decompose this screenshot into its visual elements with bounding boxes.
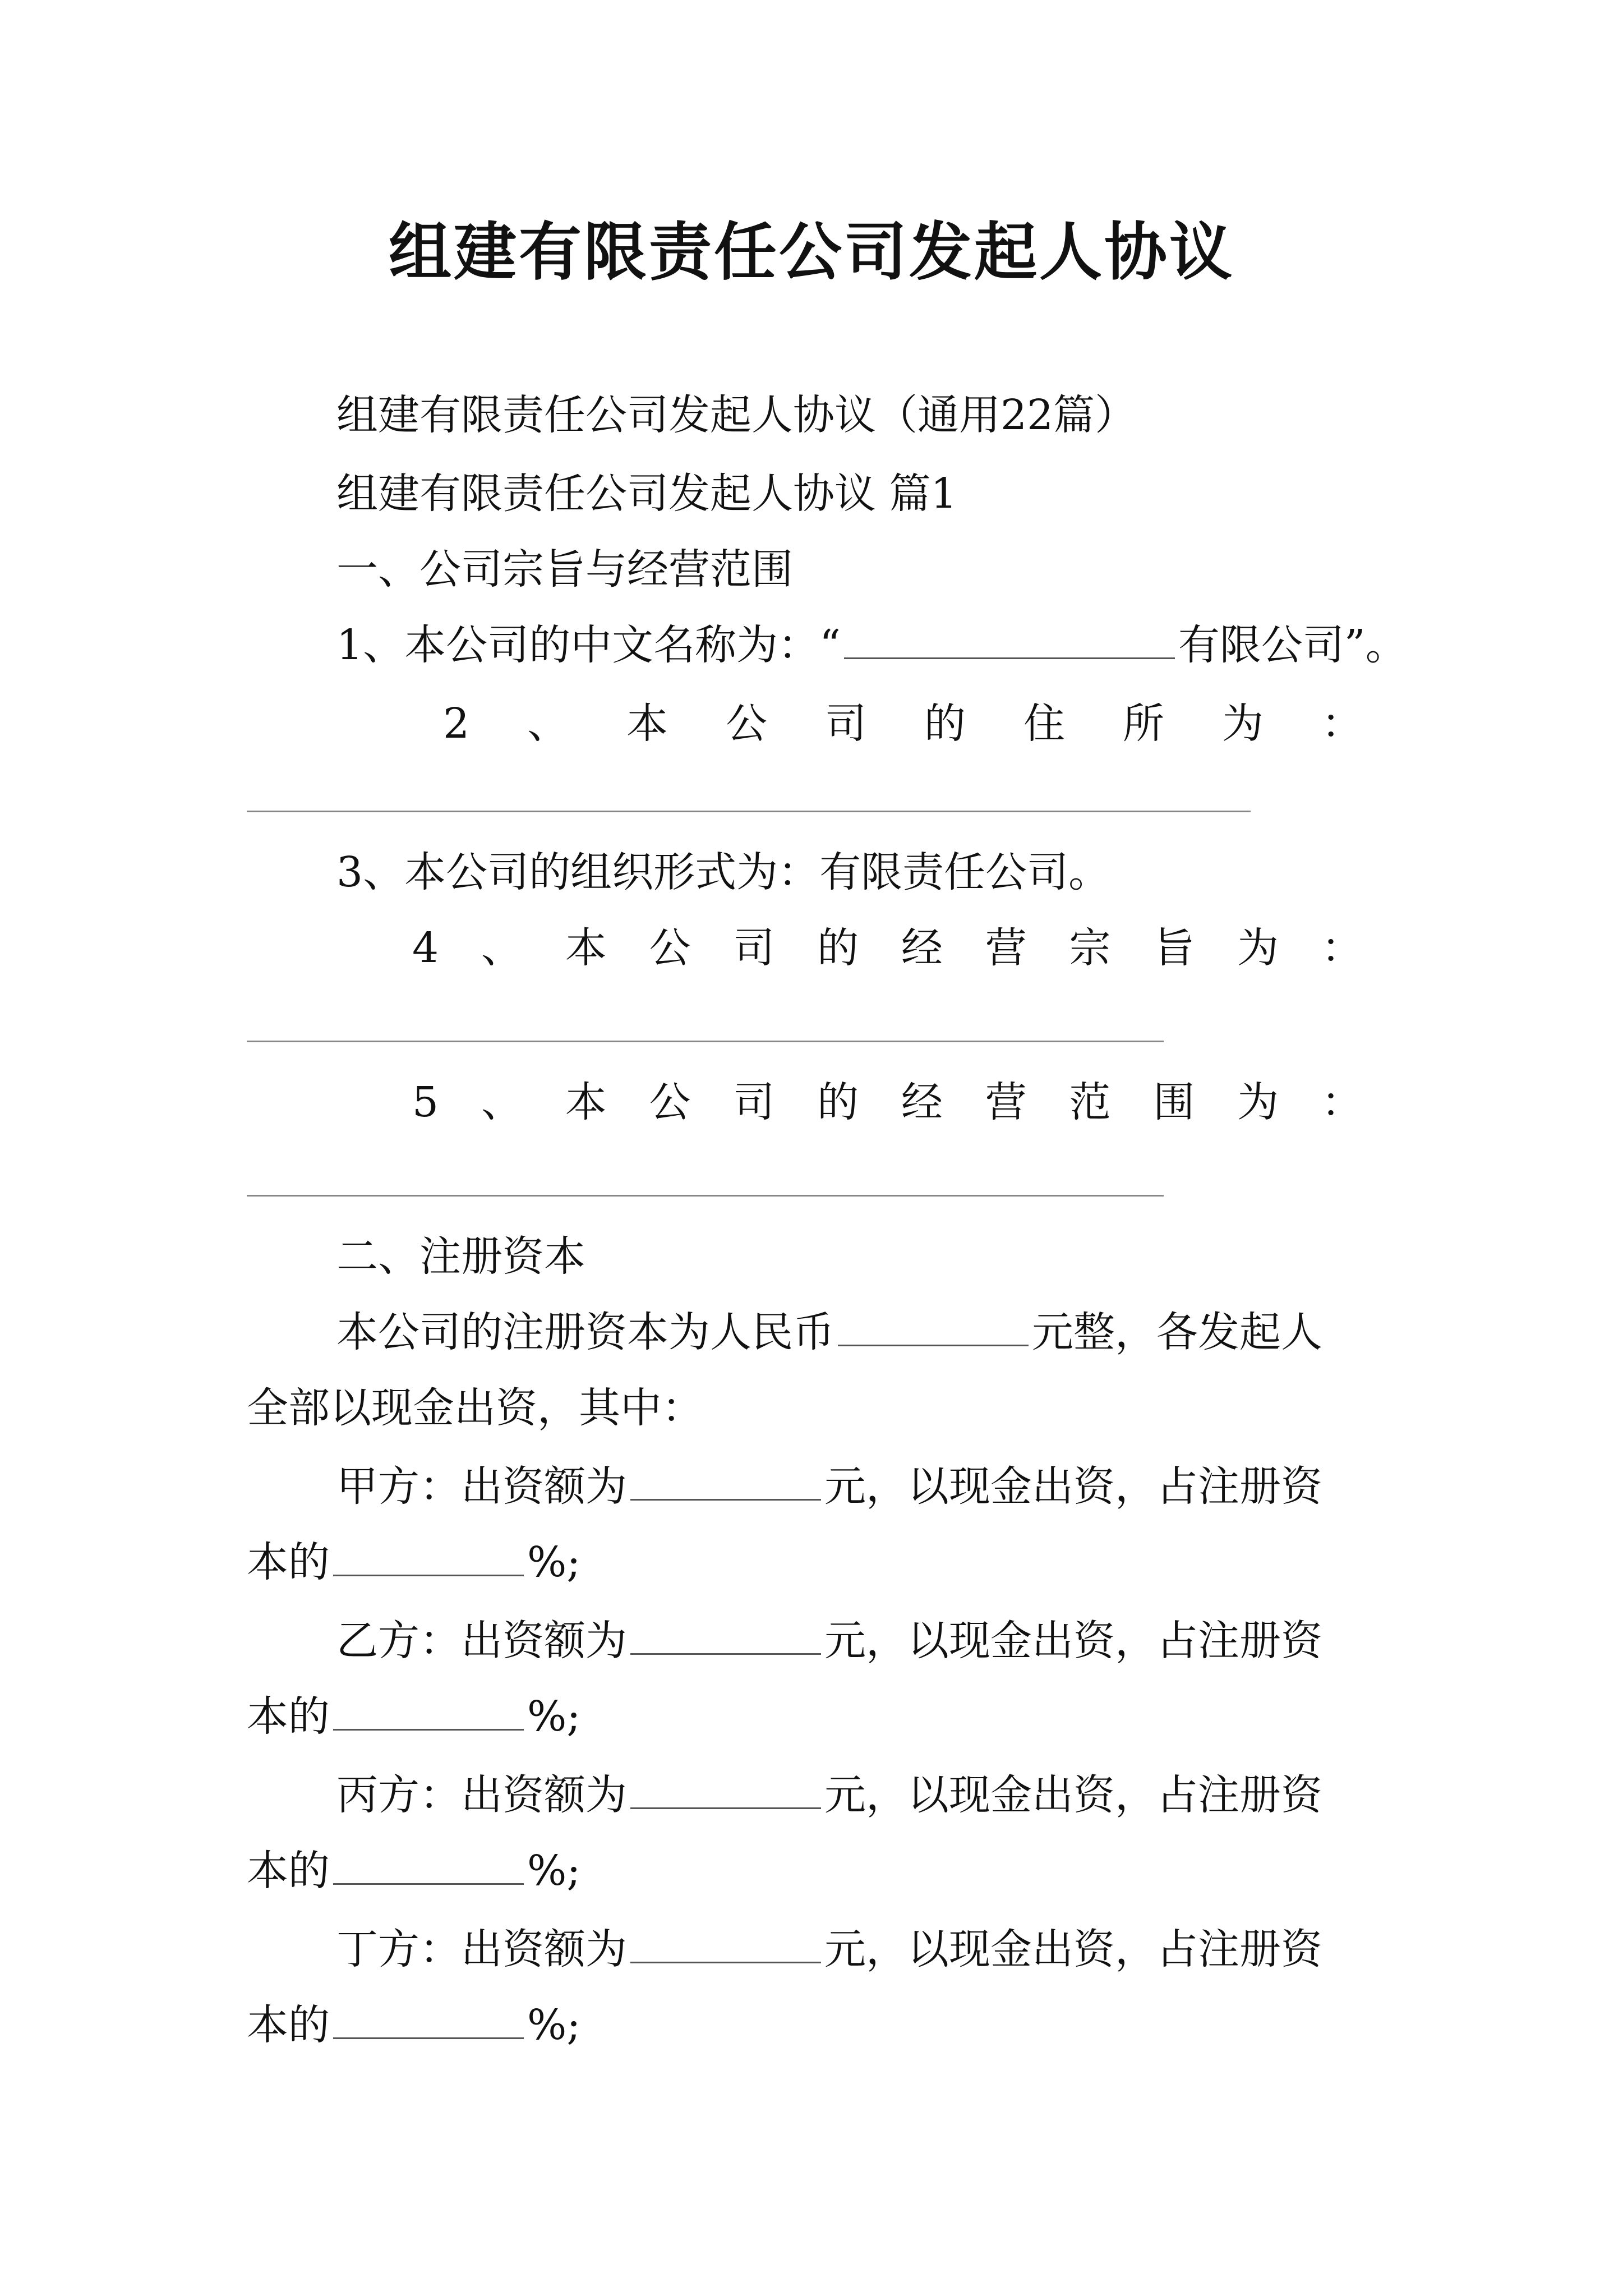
share-prefix: 本的 xyxy=(247,2001,330,2049)
share-percent-blank xyxy=(333,1535,524,1576)
company-name-blank xyxy=(844,618,1175,659)
item2-char: ： xyxy=(1321,700,1363,748)
item4-char: 司 xyxy=(733,924,775,972)
capital-continuation: 全部以现金出资，其中： xyxy=(247,1384,703,1432)
party-share xyxy=(247,1843,1424,1899)
item2-char: 本 xyxy=(626,700,668,748)
capital-statement xyxy=(336,1304,1514,1360)
item4-char: 旨 xyxy=(1153,924,1195,972)
capital-prefix: 本公司的注册资本为人民币 xyxy=(336,1308,834,1356)
item4-purpose xyxy=(412,920,1363,976)
item4-char: 为 xyxy=(1237,924,1279,972)
item5-char: 围 xyxy=(1153,1078,1195,1126)
party-amount-blank xyxy=(630,1614,821,1655)
party-suffix: 元，以现金出资，占注册资 xyxy=(824,1771,1322,1819)
item5-char: 的 xyxy=(817,1078,859,1126)
item4-char: ： xyxy=(1321,924,1363,972)
party-prefix: 丁方：出资额为 xyxy=(336,1925,627,1973)
share-suffix: %; xyxy=(527,1847,581,1895)
capital-suffix: 元整，各发起人 xyxy=(1032,1308,1322,1356)
item4-char: 4 xyxy=(412,924,439,972)
item4-char: 宗 xyxy=(1069,924,1111,972)
party-suffix: 元，以现金出资，占注册资 xyxy=(824,1617,1322,1665)
item5-scope xyxy=(412,1074,1363,1130)
item1-prefix: 1、本公司的中文名称为：“ xyxy=(336,621,841,669)
item2-char: 公 xyxy=(726,700,768,748)
item4-char: 、 xyxy=(481,924,523,972)
party-suffix: 元，以现金出资，占注册资 xyxy=(824,1925,1322,1973)
item2-char: 、 xyxy=(527,700,569,748)
document-title: 组建有限责任公司发起人协议 xyxy=(389,215,1234,289)
item4-char: 本 xyxy=(565,924,607,972)
share-percent-blank xyxy=(333,1690,524,1731)
party-contribution xyxy=(336,1921,1514,1977)
party-share xyxy=(247,1688,1424,1745)
item5-char: 公 xyxy=(649,1078,691,1126)
item5-char: 本 xyxy=(565,1078,607,1126)
party-amount-blank xyxy=(630,1922,821,1963)
item5-char: 营 xyxy=(985,1078,1027,1126)
document-subtitle: 组建有限责任公司发起人协议（通用22篇） xyxy=(336,391,1137,439)
party-amount-blank xyxy=(630,1460,821,1501)
share-suffix: %; xyxy=(527,1692,581,1741)
party-contribution xyxy=(336,1767,1514,1823)
item5-char: ： xyxy=(1321,1078,1363,1126)
item5-char: 、 xyxy=(481,1078,523,1126)
party-contribution xyxy=(336,1613,1514,1669)
item4-char: 营 xyxy=(985,924,1027,972)
party-amount-blank xyxy=(630,1768,821,1809)
party-prefix: 甲方：出资额为 xyxy=(336,1462,627,1511)
address-blank-line xyxy=(247,811,1251,812)
item4-char: 的 xyxy=(817,924,859,972)
party-prefix: 乙方：出资额为 xyxy=(336,1617,627,1665)
party-share xyxy=(247,1997,1424,2053)
item2-char: 2 xyxy=(443,700,470,748)
share-percent-blank xyxy=(333,1998,524,2039)
section2-heading: 二、注册资本 xyxy=(336,1232,585,1281)
item5-char: 经 xyxy=(901,1078,943,1126)
section1-heading: 一、公司宗旨与经营范围 xyxy=(336,545,793,593)
item1-suffix: 有限公司”。 xyxy=(1178,621,1407,669)
share-prefix: 本的 xyxy=(247,1847,330,1895)
purpose-blank-line xyxy=(247,1041,1164,1042)
party-prefix: 丙方：出资额为 xyxy=(336,1771,627,1819)
party-share xyxy=(247,1534,1424,1590)
item2-char: 住 xyxy=(1023,700,1065,748)
share-percent-blank xyxy=(333,1844,524,1885)
part-heading: 组建有限责任公司发起人协议 篇1 xyxy=(336,470,957,518)
item5-char: 为 xyxy=(1237,1078,1279,1126)
capital-amount-blank xyxy=(838,1305,1029,1346)
item4-char: 公 xyxy=(649,924,691,972)
item2-char: 的 xyxy=(924,700,966,748)
item4-char: 经 xyxy=(901,924,943,972)
item5-char: 5 xyxy=(412,1078,439,1126)
item2-char: 为 xyxy=(1221,700,1264,748)
party-suffix: 元，以现金出资，占注册资 xyxy=(824,1462,1322,1511)
item1-name xyxy=(336,617,1514,673)
share-prefix: 本的 xyxy=(247,1538,330,1586)
item2-char: 司 xyxy=(825,700,867,748)
item5-char: 范 xyxy=(1069,1078,1111,1126)
share-suffix: %; xyxy=(527,2001,581,2049)
party-contribution xyxy=(336,1458,1514,1515)
item5-char: 司 xyxy=(733,1078,775,1126)
item3-org-form: 3、本公司的组织形式为：有限责任公司。 xyxy=(336,848,1110,896)
share-suffix: %; xyxy=(527,1538,581,1586)
share-prefix: 本的 xyxy=(247,1692,330,1741)
item2-char: 所 xyxy=(1122,700,1164,748)
scope-blank-line xyxy=(247,1195,1164,1197)
item2-address xyxy=(443,696,1363,752)
